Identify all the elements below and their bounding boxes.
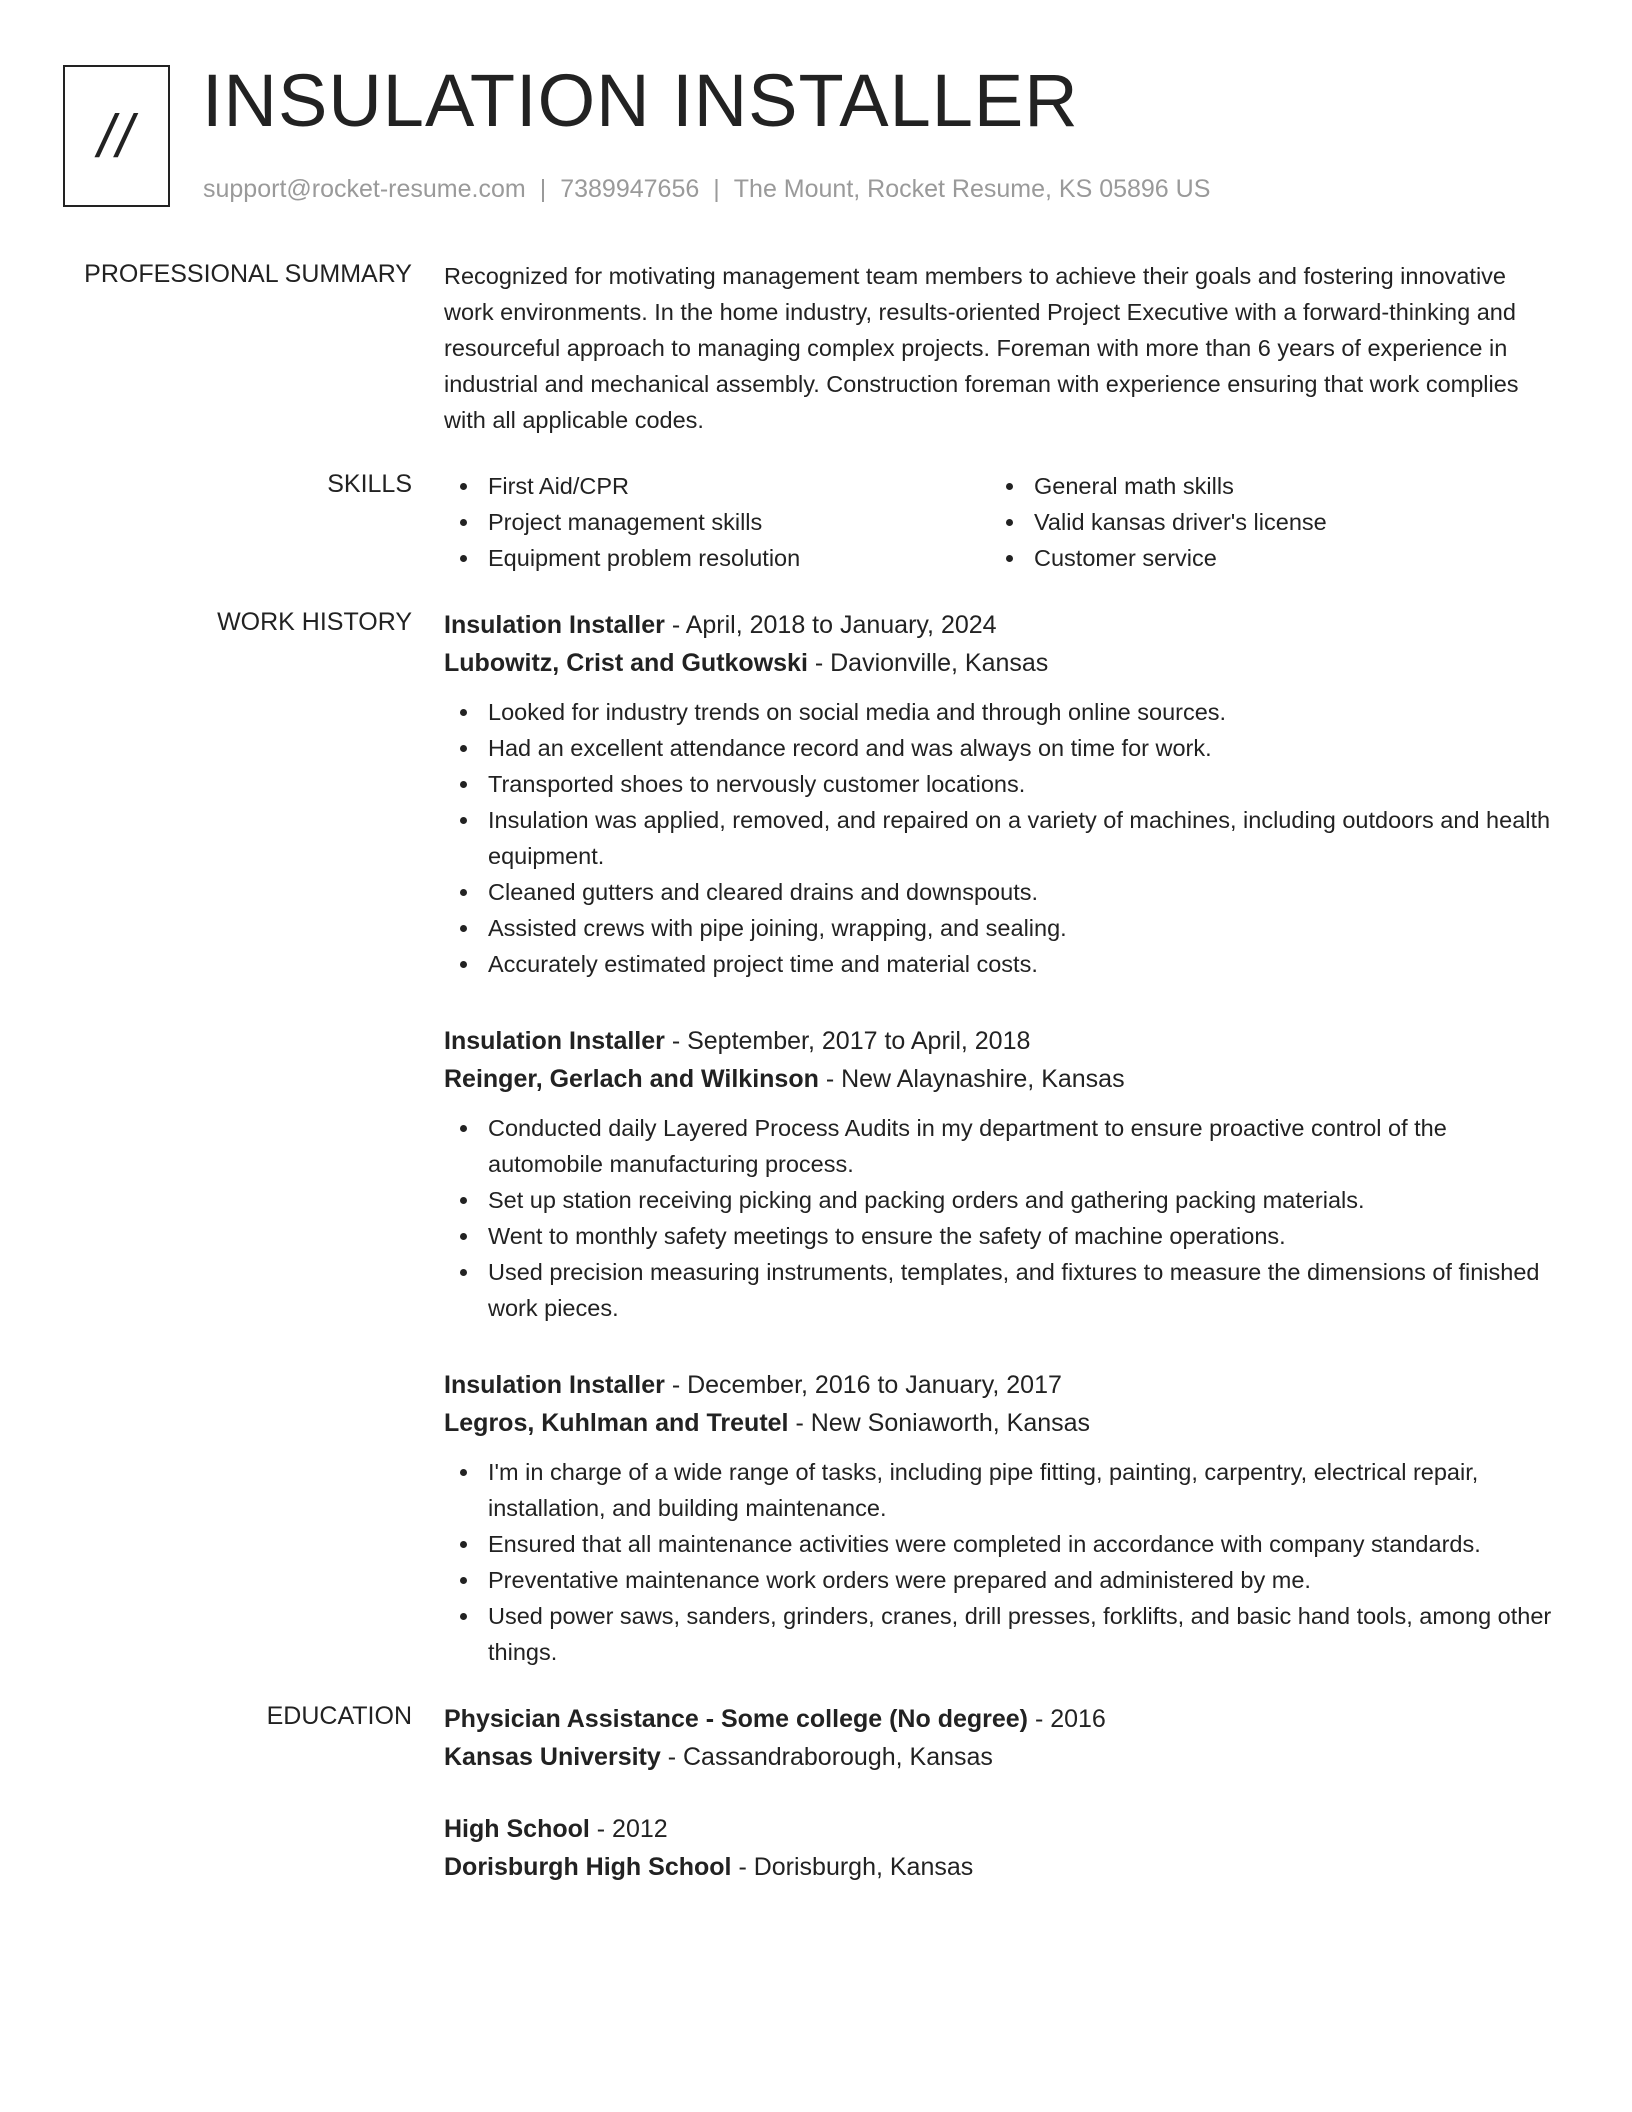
bullet-dot: [1006, 555, 1013, 562]
bullet-dot: [460, 1125, 467, 1132]
contact-address: The Mount, Rocket Resume, KS 05896 US: [733, 175, 1211, 203]
duty-item: Set up station receiving picking and packing orders and gathering packing materials.: [444, 1182, 1556, 1218]
duty-item: Transported shoes to nervously customer locations.: [444, 766, 1556, 802]
duty-item: Used precision measuring instruments, templates, and fixtures to measure the dimensions of finished work pieces.: [444, 1254, 1556, 1326]
job-company-line: [444, 644, 1556, 682]
job-title-line: [444, 1366, 1556, 1404]
job-company: Lubowitz, Crist and Gutkowski: [444, 649, 808, 677]
skill-item: First Aid/CPR: [444, 468, 990, 504]
job-company-line: [444, 1060, 1556, 1098]
skills-list-right: [990, 468, 1536, 576]
job-entry: [444, 1022, 1556, 1326]
duty-item: Went to monthly safety meetings to ensure the safety of machine operations.: [444, 1218, 1556, 1254]
job-entry: [444, 606, 1556, 982]
education-degree: Physician Assistance - Some college (No degree): [444, 1705, 1028, 1733]
summary-text: Recognized for motivating management team members to achieve their goals and fostering innovative work environments. In the home industry, results-oriented Project Executive with a forward-thinking and resourceful approach to managing complex projects. Foreman with more than 6 years of experience in industrial and mechanical assembly. Construction foreman with experience ensuring that work complies with all applicable codes.: [444, 263, 1519, 433]
duty-item: Insulation was applied, removed, and repaired on a variety of machines, including outdoors and health equipment.: [444, 802, 1556, 874]
bullet-dot: [460, 1613, 467, 1620]
bullet-dot: [460, 519, 467, 526]
bullet-dot: [460, 709, 467, 716]
job-company: Legros, Kuhlman and Treutel: [444, 1409, 789, 1437]
bullet-dot: [1006, 483, 1013, 490]
duty-item: Assisted crews with pipe joining, wrapping, and sealing.: [444, 910, 1556, 946]
section-heading: SKILLS: [327, 470, 412, 498]
bullet-dot: [460, 555, 467, 562]
contact-line: [203, 174, 1210, 204]
skill-item: Equipment problem resolution: [444, 540, 990, 576]
duty-item: Had an excellent attendance record and was always on time for work.: [444, 730, 1556, 766]
skill-item: Customer service: [990, 540, 1536, 576]
job-duties: [444, 694, 1556, 982]
duty-item: I'm in charge of a wide range of tasks, including pipe fitting, painting, carpentry, electrical repair, installation, and building maintenance.: [444, 1454, 1556, 1526]
education-year: - 2012: [589, 1815, 668, 1843]
job-company: Reinger, Gerlach and Wilkinson: [444, 1065, 819, 1093]
duty-item: Cleaned gutters and cleared drains and downspouts.: [444, 874, 1556, 910]
job-duties: [444, 1454, 1556, 1670]
education-location: - Cassandraborough, Kansas: [660, 1743, 993, 1771]
job-dates: - September, 2017 to April, 2018: [664, 1027, 1031, 1055]
bullet-dot: [460, 1541, 467, 1548]
education-degree: High School: [444, 1815, 590, 1843]
education-school: Kansas University: [444, 1743, 661, 1771]
skill-item: General math skills: [990, 468, 1536, 504]
skills-list-left: [444, 468, 990, 576]
education-school-line: [444, 1848, 1556, 1886]
job-title: Insulation Installer: [444, 1371, 665, 1399]
candidate-name: INSULATION INSTALLER: [202, 59, 1079, 142]
job-dates: - December, 2016 to January, 2017: [664, 1371, 1062, 1399]
job-location: - New Soniaworth, Kansas: [788, 1409, 1091, 1437]
bullet-dot: [460, 1233, 467, 1240]
bullet-dot: [460, 889, 467, 896]
contact-separator: |: [713, 175, 720, 203]
education-entry: [444, 1810, 1556, 1886]
education-location: - Dorisburgh, Kansas: [731, 1853, 974, 1881]
job-title-line: [444, 1022, 1556, 1060]
bullet-dot: [460, 1269, 467, 1276]
duty-item: Used power saws, sanders, grinders, cranes, drill presses, forklifts, and basic hand tools, among other things.: [444, 1598, 1556, 1670]
job-entry: [444, 1366, 1556, 1670]
bullet-dot: [460, 1577, 467, 1584]
duty-item: Accurately estimated project time and material costs.: [444, 946, 1556, 982]
job-title: Insulation Installer: [444, 611, 665, 639]
job-dates: - April, 2018 to January, 2024: [664, 611, 997, 639]
job-location: - Davionville, Kansas: [807, 649, 1049, 677]
section-heading: PROFESSIONAL SUMMARY: [84, 260, 412, 288]
bullet-dot: [460, 817, 467, 824]
education-degree-line: [444, 1700, 1556, 1738]
section-heading: WORK HISTORY: [217, 608, 412, 636]
monogram-text: //: [97, 102, 136, 170]
duty-item: Preventative maintenance work orders were prepared and administered by me.: [444, 1562, 1556, 1598]
job-duties: [444, 1110, 1556, 1326]
bullet-dot: [460, 1197, 467, 1204]
contact-separator: |: [539, 175, 547, 203]
bullet-dot: [460, 483, 467, 490]
bullet-dot: [460, 781, 467, 788]
education-school: Dorisburgh High School: [444, 1853, 732, 1881]
contact-email[interactable]: support@rocket-resume.com: [203, 175, 526, 203]
duty-item: Ensured that all maintenance activities were completed in accordance with company standards.: [444, 1526, 1556, 1562]
skills-grid: [444, 468, 1556, 576]
monogram-logo: [63, 65, 170, 207]
skill-item: Project management skills: [444, 504, 990, 540]
duty-item: Looked for industry trends on social media and through online sources.: [444, 694, 1556, 730]
education-body: [444, 1700, 1556, 1920]
section-heading: EDUCATION: [266, 1702, 412, 1730]
job-title-line: [444, 606, 1556, 644]
education-year: - 2016: [1028, 1705, 1106, 1733]
job-title: Insulation Installer: [444, 1027, 665, 1055]
summary-body: [444, 258, 1556, 438]
bullet-dot: [460, 925, 467, 932]
work-history-body: [444, 606, 1556, 1710]
job-location: - New Alaynashire, Kansas: [818, 1065, 1125, 1093]
job-company-line: [444, 1404, 1556, 1442]
education-school-line: [444, 1738, 1556, 1776]
contact-phone[interactable]: 7389947656: [560, 175, 700, 203]
bullet-dot: [460, 745, 467, 752]
education-degree-line: [444, 1810, 1556, 1848]
bullet-dot: [460, 1469, 467, 1476]
bullet-dot: [460, 961, 467, 968]
skill-item: Valid kansas driver's license: [990, 504, 1536, 540]
education-entry: [444, 1700, 1556, 1776]
bullet-dot: [1006, 519, 1013, 526]
duty-item: Conducted daily Layered Process Audits in my department to ensure proactive control of the automobile manufacturing process.: [444, 1110, 1556, 1182]
